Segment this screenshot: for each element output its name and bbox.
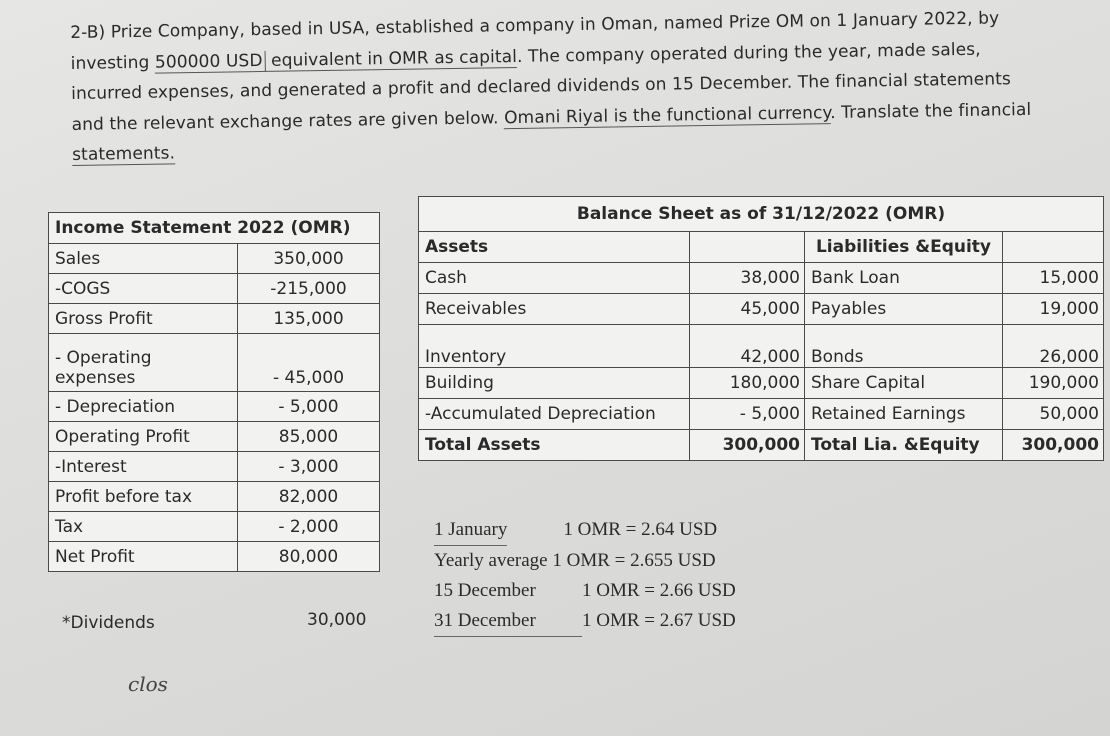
row-label: Net Profit xyxy=(49,542,238,572)
liability-value: 190,000 xyxy=(1003,368,1104,399)
question-line-2-mid: equivalent in OMR as capital xyxy=(265,46,518,71)
liability-value: 50,000 xyxy=(1003,399,1104,430)
row-label: Sales xyxy=(49,244,238,274)
question-line-4-pre: and the relevant exchange rates are given below. xyxy=(71,107,505,135)
row-label: Tax xyxy=(49,512,238,542)
asset-label: -Accumulated Depreciation xyxy=(419,399,690,430)
row-value: - 3,000 xyxy=(238,452,380,482)
liabilities-header: Liabilities &Equity xyxy=(805,232,1003,263)
total-liabilities-value: 300,000 xyxy=(1003,430,1104,461)
asset-label: Receivables xyxy=(419,294,690,325)
income-statement-table xyxy=(48,212,380,572)
row-value: 85,000 xyxy=(238,422,380,452)
liability-value: 15,000 xyxy=(1003,263,1104,294)
assets-header: Assets xyxy=(419,232,690,263)
row-value: - 45,000 xyxy=(238,334,380,392)
row-label: -COGS xyxy=(49,274,238,304)
table-row xyxy=(419,294,1104,325)
asset-label: Cash xyxy=(419,263,690,294)
rate-row xyxy=(434,515,736,546)
row-value: 82,000 xyxy=(238,482,380,512)
asset-value: 45,000 xyxy=(690,294,805,325)
question-line-5-text: statements. xyxy=(71,143,176,165)
table-row xyxy=(49,304,380,334)
row-value: 350,000 xyxy=(238,244,380,274)
rate-row xyxy=(434,546,736,576)
table-row xyxy=(419,232,1104,263)
rate-row xyxy=(434,606,736,637)
row-label-line-1: - Operating xyxy=(55,348,152,368)
liability-value: 19,000 xyxy=(1003,294,1104,325)
total-assets-value: 300,000 xyxy=(690,430,805,461)
functional-currency-note: Omani Riyal is the functional currency xyxy=(503,102,831,128)
table-row xyxy=(419,430,1104,461)
question-line-4-post: . Translate the financial xyxy=(830,99,1032,123)
table-row xyxy=(49,542,380,572)
row-label: - Depreciation xyxy=(49,392,238,422)
table-row xyxy=(49,274,380,304)
question-line-1: 2-B) Prize Company, based in USA, established a company in Oman, named Prize OM on 1 January 2022, by xyxy=(70,8,1000,43)
asset-value: 42,000 xyxy=(690,325,805,368)
empty-cell xyxy=(690,232,805,263)
liability-value: 26,000 xyxy=(1003,325,1104,368)
question-line-2-post: . The company operated during the year, made sales, xyxy=(516,39,981,67)
asset-value: 38,000 xyxy=(690,263,805,294)
balance-sheet-title: Balance Sheet as of 31/12/2022 (OMR) xyxy=(419,197,1104,232)
table-row xyxy=(49,512,380,542)
balance-sheet-table xyxy=(418,196,1104,461)
row-label xyxy=(49,334,238,392)
table-row xyxy=(49,452,380,482)
rate-date: 15 December xyxy=(434,580,536,601)
row-label: Gross Profit xyxy=(49,304,238,334)
liability-label: Share Capital xyxy=(805,368,1003,399)
exchange-rates xyxy=(434,515,736,637)
table-row xyxy=(49,334,380,392)
question-text xyxy=(70,2,1072,170)
rate-date: 1 January xyxy=(434,515,507,546)
liability-label: Payables xyxy=(805,294,1003,325)
row-value: 80,000 xyxy=(238,542,380,572)
dividends-value: 30,000 xyxy=(307,610,367,630)
question-line-3: incurred expenses, and generated a profit and declared dividends on 15 December. The financial statements xyxy=(71,69,1012,104)
asset-value: 180,000 xyxy=(690,368,805,399)
table-row xyxy=(419,325,1104,368)
table-row xyxy=(419,368,1104,399)
rate-date: Yearly average xyxy=(434,550,548,571)
table-row xyxy=(49,422,380,452)
table-row xyxy=(419,263,1104,294)
row-value: 135,000 xyxy=(238,304,380,334)
asset-label: Building xyxy=(419,368,690,399)
liability-label: Retained Earnings xyxy=(805,399,1003,430)
asset-value: - 5,000 xyxy=(690,399,805,430)
rate-value: 1 OMR = 2.67 USD xyxy=(582,610,736,631)
dividends-label: *Dividends xyxy=(62,613,155,633)
rate-row xyxy=(434,576,736,606)
total-liabilities-label: Total Lia. &Equity xyxy=(805,430,1003,461)
empty-cell xyxy=(1003,232,1104,263)
rate-value: 1 OMR = 2.64 USD xyxy=(563,519,718,540)
rate-date: 31 December xyxy=(434,606,582,637)
question-line-2-pre: investing xyxy=(70,52,156,74)
table-row xyxy=(419,399,1104,430)
liability-label: Bank Loan xyxy=(805,263,1003,294)
income-statement-title: Income Statement 2022 (OMR) xyxy=(49,213,380,244)
handwritten-note: clos xyxy=(128,672,168,696)
row-label: Profit before tax xyxy=(49,482,238,512)
rate-value: 1 OMR = 2.66 USD xyxy=(582,580,736,601)
row-value: -215,000 xyxy=(238,274,380,304)
row-value: - 2,000 xyxy=(238,512,380,542)
liability-label: Bonds xyxy=(805,325,1003,368)
asset-label: Inventory xyxy=(419,325,690,368)
row-value: - 5,000 xyxy=(238,392,380,422)
row-label: Operating Profit xyxy=(49,422,238,452)
total-assets-label: Total Assets xyxy=(419,430,690,461)
table-row xyxy=(49,244,380,274)
table-row xyxy=(49,392,380,422)
row-label-line-2: expenses xyxy=(55,368,136,388)
table-row xyxy=(49,482,380,512)
rate-value: 1 OMR = 2.655 USD xyxy=(552,550,716,571)
investment-amount: 500000 USD xyxy=(155,50,266,73)
row-label: -Interest xyxy=(49,452,238,482)
